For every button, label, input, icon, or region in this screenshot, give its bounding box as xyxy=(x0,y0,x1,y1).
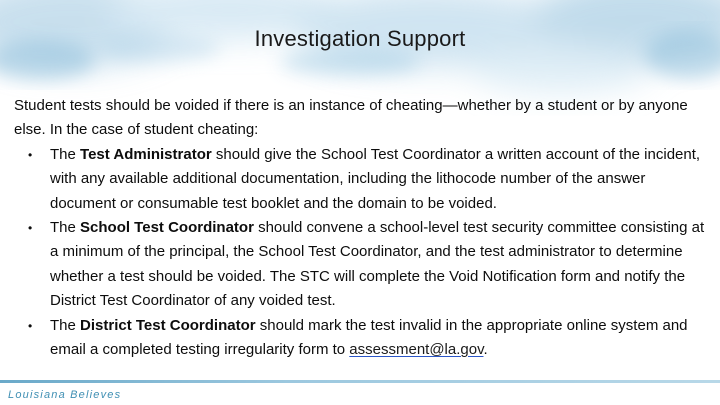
bullet-text: should convene a school-level test security committee consisting at a minimum of the principal, the School Test Coordinator, and the test administrator to determine whether a test should be voided. The STC will complete the Void Notification form and notify the District Test Coordinator of any voided test. xyxy=(50,219,705,310)
bullet-item-district-test-coordinator xyxy=(14,314,714,363)
bullet-dot-icon: • xyxy=(28,147,33,162)
bullet-dot-icon: • xyxy=(28,221,33,236)
louisiana-believes-logo: Louisiana Believes xyxy=(8,389,122,401)
email-link[interactable]: assessment@la.gov xyxy=(349,341,484,359)
footer-divider xyxy=(0,380,720,383)
role-test-administrator: Test Administrator xyxy=(80,145,212,163)
role-school-test-coordinator: School Test Coordinator xyxy=(80,219,254,237)
bullet-item-school-test-coordinator xyxy=(14,216,714,314)
bullet-end: . xyxy=(483,341,488,359)
bullet-text: should give the School Test Coordinator a written account of the incident, with any available additional documentation, including the lithocode number of the answer document or consumable test booklet and the domain to be voided. xyxy=(50,145,701,212)
bullet-item-test-administrator xyxy=(14,143,714,216)
bullet-prefix: The xyxy=(50,145,81,163)
bullet-prefix: The xyxy=(50,219,81,237)
slide-title: Investigation Support xyxy=(254,26,466,51)
bullet-dot-icon: • xyxy=(28,318,33,333)
role-district-test-coordinator: District Test Coordinator xyxy=(80,316,256,334)
bullet-text: should mark the test invalid in the appropriate online system and email a completed testing irregularity form to xyxy=(50,316,688,359)
bullet-list xyxy=(14,143,714,363)
slide-body xyxy=(14,94,714,362)
intro-paragraph: Student tests should be voided if there is an instance of cheating—whether by a student or by anyone else. In the case of student cheating: xyxy=(14,97,688,139)
bullet-prefix: The xyxy=(50,316,81,334)
